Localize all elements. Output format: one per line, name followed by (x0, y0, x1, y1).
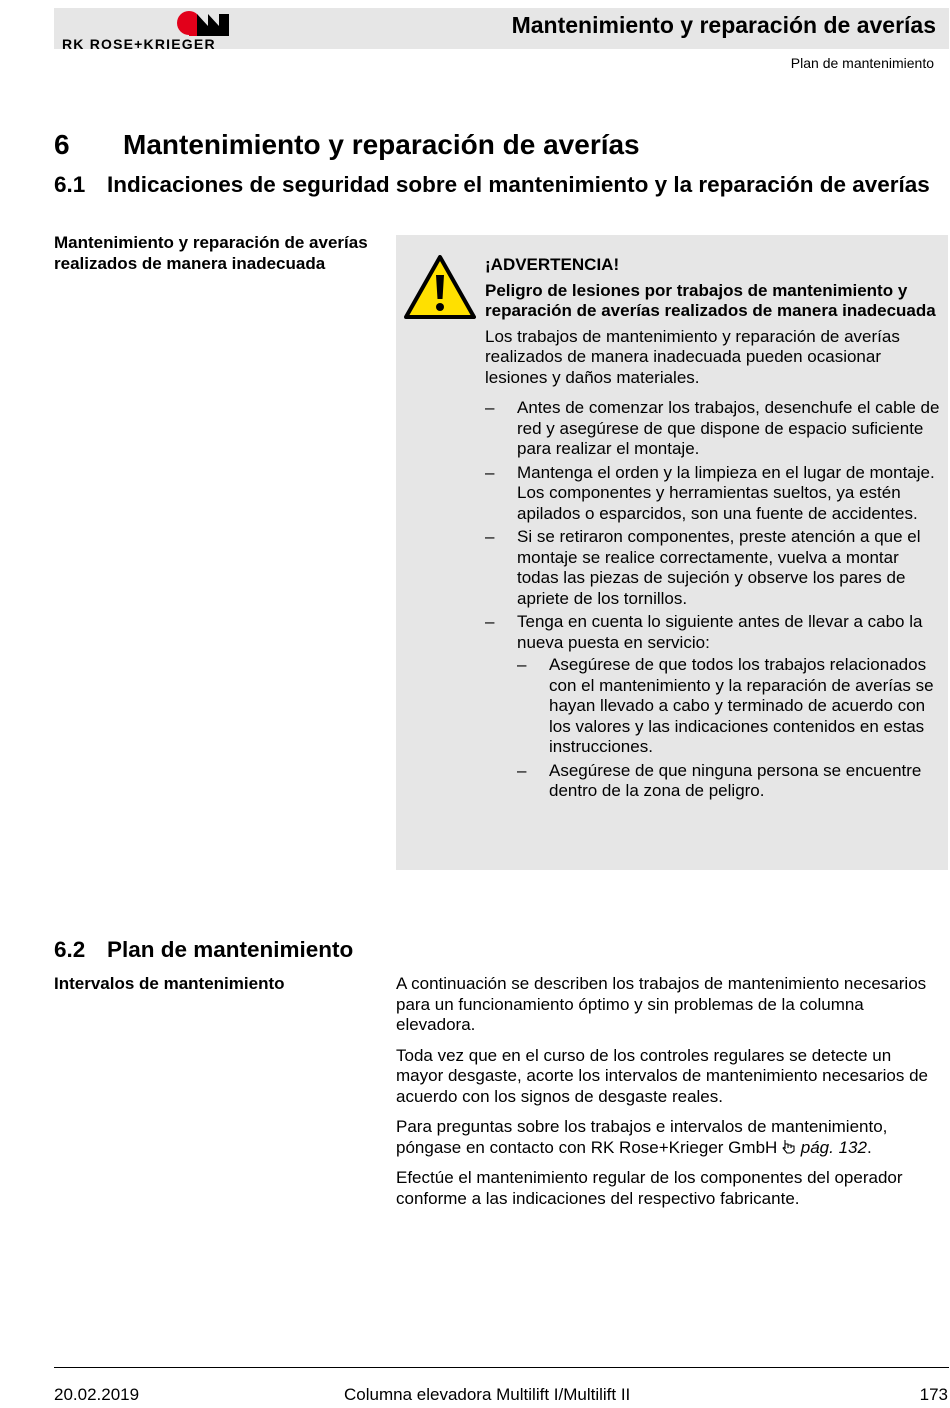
warning-intro: Los trabajos de mantenimiento y reparación de averías realizados de manera inadecuada pueden ocasionar lesiones y daños materiales. (485, 326, 900, 387)
section-title: Plan de mantenimiento (107, 937, 354, 962)
warning-headline: Peligro de lesiones por trabajos de mantenimiento y reparación de averías realizados de manera inadecuada (485, 280, 936, 320)
list-item (485, 612, 940, 802)
side-note: Mantenimiento y reparación de averías realizados de manera inadecuada (54, 233, 368, 273)
list-item: – Mantenga el orden y la limpieza en el lugar de montaje. Los componentes y herramientas sueltos, ya estén apilados o esparcidos, son una fuente de accidentes. (485, 463, 940, 525)
section-title: Indicaciones de seguridad sobre el mantenimiento y la reparación de averías (107, 172, 930, 197)
logo-mark-icon (177, 10, 229, 36)
footer-page-number: 173 (919, 1385, 948, 1404)
section-body (396, 974, 941, 1219)
side-note: Intervalos de mantenimiento (54, 974, 285, 993)
section-heading-6-1 (54, 172, 934, 197)
paragraph: Toda vez que en el curso de los controles regulares se detecte un mayor desgaste, acorte los intervalos de mantenimiento necesarios de acuerdo con los signos de desgaste reales. (396, 1045, 929, 1106)
contact-text: Para preguntas sobre los trabajos e intervalos de mantenimiento, póngase en contacto con RK Rose+Krieger GmbH (396, 1117, 888, 1157)
section-number: 6.1 (54, 172, 86, 197)
contact-end: . (866, 1137, 872, 1157)
section-heading-6-2 (54, 937, 934, 962)
list-item-text: Tenga en cuenta lo siguiente antes de llevar a cabo la nueva puesta en servicio: (517, 612, 923, 652)
footer-date: 20.02.2019 (54, 1385, 140, 1404)
paragraph: Efectúe el mantenimiento regular de los componentes del operador conforme a las indicaciones del respectivo fabricante. (396, 1168, 903, 1208)
hand-pointer-icon (782, 1138, 801, 1157)
footer-divider (54, 1367, 949, 1368)
sublist-item: – Asegúrese de que ninguna persona se encuentre dentro de la zona de peligro. (517, 761, 940, 802)
section-number: 6.2 (54, 937, 86, 962)
warning-list (485, 398, 940, 802)
logo-text: RK ROSE+KRIEGER (62, 36, 216, 52)
warning-sublist (517, 655, 940, 802)
chapter-number: 6 (54, 129, 70, 160)
header-title: Mantenimiento y reparación de averías (511, 12, 936, 38)
company-logo (62, 8, 232, 50)
warning-box (396, 235, 948, 870)
warning-signal-word: ¡ADVERTENCIA! (485, 255, 620, 274)
header-subtitle: Plan de mantenimiento (790, 55, 934, 71)
footer-document-title: Columna elevadora Multilift I/Multilift II (344, 1385, 631, 1404)
sublist-item: – Asegúrese de que todos los trabajos relacionados con el mantenimiento y la reparación de averías se hayan llevado a cabo y terminado de acuerdo con los valores y las indicaciones contenidos en estas instrucciones. (517, 655, 940, 758)
chapter-heading (54, 129, 934, 165)
contact-paragraph (396, 1117, 941, 1158)
warning-triangle-icon (404, 255, 476, 319)
page-reference-link[interactable]: pág. 132 (800, 1137, 867, 1157)
list-item: – Si se retiraron componentes, preste atención a que el montaje se realice correctamente, vuelva a montar todas las piezas de sujeción y observe los pares de apriete de los tornillos. (485, 527, 940, 609)
chapter-title: Mantenimiento y reparación de averías (123, 129, 640, 160)
list-item: – Antes de comenzar los trabajos, desenchufe el cable de red y asegúrese de que dispone de espacio suficiente para realizar el montaje. (485, 398, 940, 460)
warning-content (485, 255, 940, 805)
paragraph: A continuación se describen los trabajos de mantenimiento necesarios para un funcionamiento óptimo y sin problemas de la columna elevadora. (396, 974, 927, 1034)
